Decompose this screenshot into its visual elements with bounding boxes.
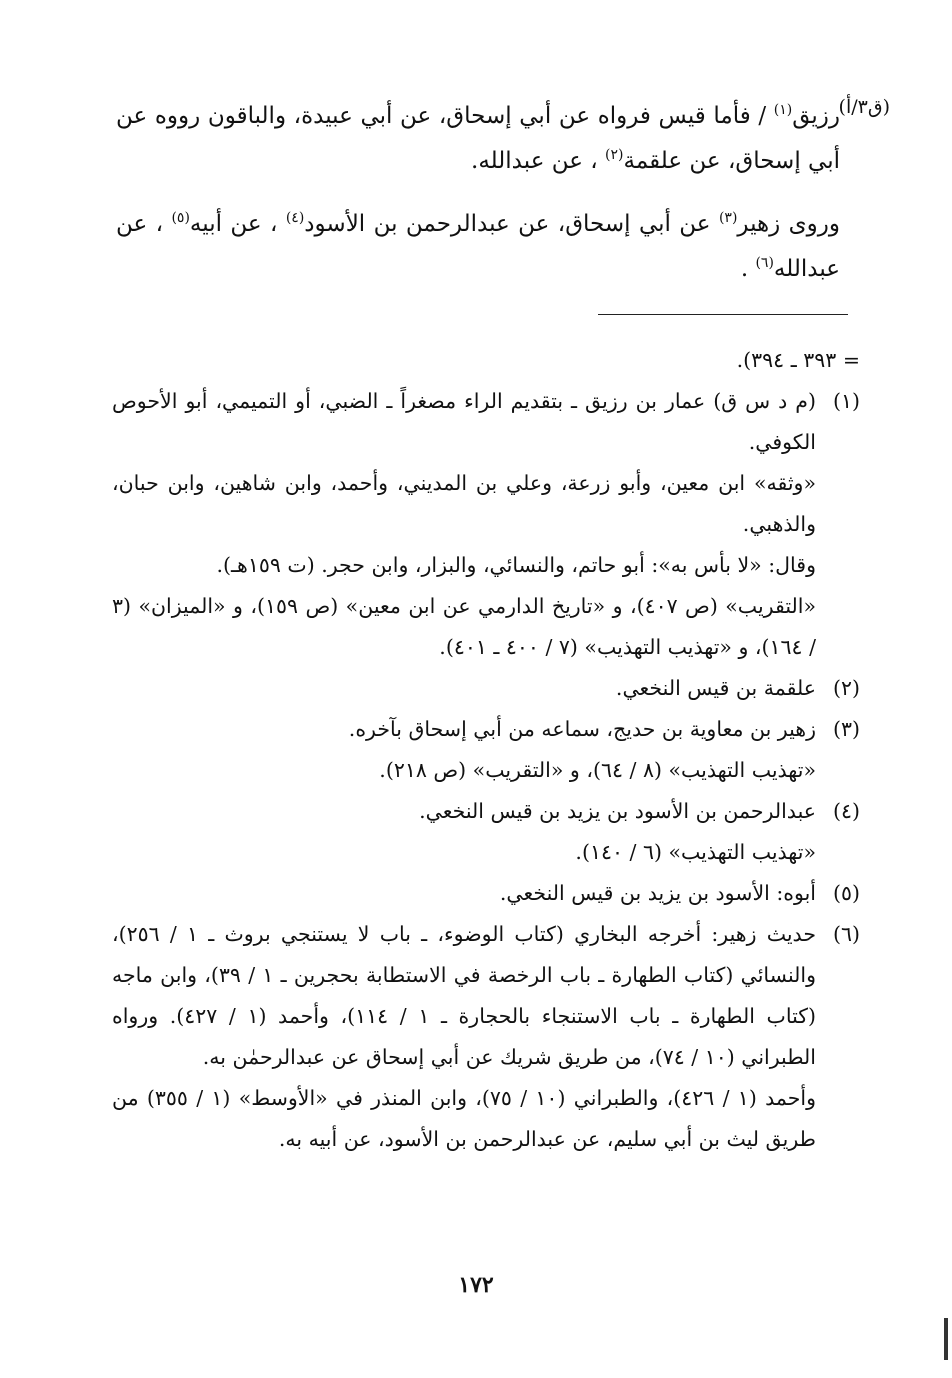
footnote-number: (٢) bbox=[832, 676, 860, 700]
footnote-paragraph: أبوه: الأسود بن يزيد بن قيس النخعي. bbox=[499, 881, 816, 905]
text-run: / فأما قيس فرواه عن أبي إسحاق، عن أبي عبيدة، والباقون رووه عن أبي إسحاق، عن علقمة bbox=[116, 103, 840, 174]
footnote-paragraph: وقال: «لا بأس به»: أبو حاتم، والنسائي، والبزار، وابن حجر. (ت ١٥٩هـ). bbox=[216, 553, 816, 577]
footnote-number: (٥) bbox=[832, 881, 860, 905]
text-run: ، عن عبدالله bbox=[116, 211, 840, 282]
footnote-ref-1: (١) bbox=[773, 102, 793, 118]
text-run: عن أبي إسحاق، عن عبدالرحمن بن الأسود bbox=[304, 211, 719, 237]
footnote-paragraph: «وثقه» ابن معين، وأبو زرعة، وعلي بن المديني، وأحمد، وابن شاهين، وابن حبان، والذهبي. bbox=[112, 471, 816, 536]
footnote-paragraph: علقمة بن قيس النخعي. bbox=[615, 676, 816, 700]
footnote-ref-5: (٥) bbox=[171, 210, 190, 226]
page-number: ١٧٢ bbox=[458, 1272, 494, 1298]
footnote-continuation: = ٣٩٣ ـ ٣٩٤). bbox=[736, 348, 860, 372]
footnote-paragraph: وأحمد (١ / ٤٢٦)، والطبراني (١٠ / ٧٥)، وابن المنذر في «الأوسط» (١ / ٣٥٥) من طريق ليث بن أبي سليم، عن عبدالرحمن بن الأسود، عن أبيه به. bbox=[112, 1086, 816, 1151]
footnote-5 bbox=[112, 873, 860, 914]
footnote-number: (١) bbox=[832, 389, 860, 413]
footnote-ref-4: (٤) bbox=[285, 210, 305, 226]
footnote-paragraph: «التقريب» (ص ٤٠٧)، و «تاريخ الدارمي عن ابن معين» (ص ١٥٩)، و «الميزان» (٣ / ١٦٤)، و «تهذيب التهذيب» (٧ / ٤٠٠ ـ ٤٠١). bbox=[112, 594, 816, 659]
footnote-ref-6: (٦) bbox=[755, 255, 774, 271]
text-run: ، عن أبيه bbox=[189, 211, 286, 237]
footnote-separator bbox=[598, 314, 848, 315]
text-run: رزيق bbox=[792, 103, 840, 129]
text-run: ، عن عبدالله. bbox=[471, 148, 606, 174]
footnote-paragraph: عبدالرحمن بن الأسود بن يزيد بن قيس النخعي. bbox=[419, 799, 816, 823]
main-paragraph-2 bbox=[116, 202, 840, 292]
footnote-4 bbox=[112, 791, 860, 873]
footnote-number: (٤) bbox=[832, 799, 860, 823]
footnote-ref-3: (٣) bbox=[718, 210, 738, 226]
text-run: وروى زهير bbox=[737, 211, 840, 237]
footnote-number: (٣) bbox=[832, 717, 860, 741]
footnote-6 bbox=[112, 914, 860, 1160]
footnote-ref-2: (٢) bbox=[605, 147, 624, 163]
main-paragraph-1 bbox=[116, 94, 840, 184]
manuscript-folio-note: (ق٣/أ) bbox=[838, 96, 890, 118]
footnote-paragraph: (م د س ق) عمار بن رزيق ـ بتقديم الراء مصغراً ـ الضبي، أو التميمي، أبو الأحوص الكوفي. bbox=[112, 389, 816, 454]
footnote-paragraph: «تهذيب التهذيب» (٦ / ١٤٠). bbox=[575, 840, 816, 864]
text-run: . bbox=[740, 256, 756, 282]
footnotes bbox=[112, 340, 860, 1160]
main-text bbox=[116, 94, 840, 310]
footnote-1 bbox=[112, 381, 860, 668]
footnote-paragraph: «تهذيب التهذيب» (٨ / ٦٤)، و «التقريب» (ص ٢١٨). bbox=[379, 758, 816, 782]
footnote-paragraph: زهير بن معاوية بن حديج، سماعه من أبي إسحاق بآخره. bbox=[348, 717, 816, 741]
footnote-number: (٦) bbox=[832, 922, 860, 946]
footnote-3 bbox=[112, 709, 860, 791]
footnote-2 bbox=[112, 668, 860, 709]
footnote-paragraph: حديث زهير: أخرجه البخاري (كتاب الوضوء، ـ باب لا يستنجي بروث ـ ١ / ٢٥٦)، والنسائي (كتاب الطهارة ـ باب الرخصة في الاستطابة بحجرين ـ ١ / ٣٩)، وابن ماجه (كتاب الطهارة ـ باب الاستنجاء بالحجارة ـ ١ / ١١٤)، وأحمد (١ / ٤٢٧). ورواه الطبراني (١٠ / ٧٤)، من طريق شريك عن أبي إسحاق عن عبدالرحمٰن به. bbox=[112, 922, 817, 1069]
scan-edge-mark bbox=[944, 1318, 948, 1360]
